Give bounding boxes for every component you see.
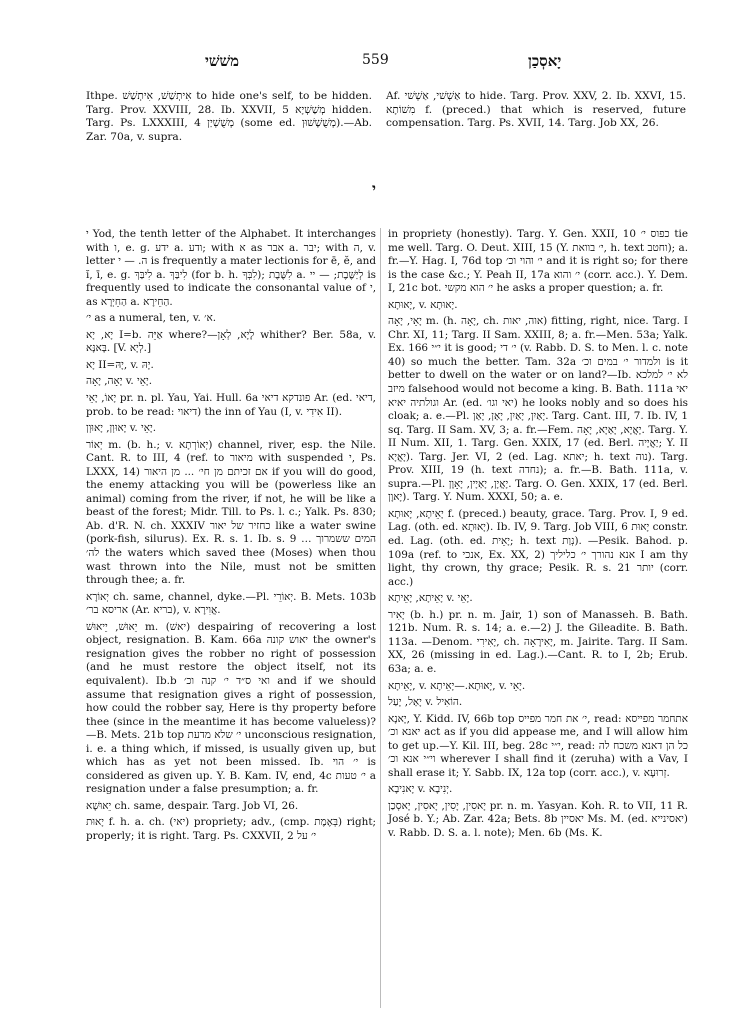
header-left-word: משׁשׁי	[205, 52, 240, 70]
entry: יָא, יָא I=b. אַיֵּה where?—לָיָא, לְאָן whither? Ber. 58a, v. בָּאנָּא. [V. לְיָא.]	[86, 328, 377, 355]
entry: יָאֵיתָא, v. יָאוּתָא.—יָאֵיתָא, v. יָאֵי.	[388, 679, 526, 692]
column-divider	[380, 228, 381, 1008]
running-header	[0, 52, 750, 72]
entry: יָאוּת f. h. a. ch. (יאי) propriety; adv., (cmp. בְּאֶמֶת) right; properly; it is right. Targ. Ps. CXXVII, 2 י׳ על	[86, 816, 377, 842]
top-left-continuation: Ithpe. אִיתְשַׁשׁ, אִיתְשַׁשׁ to hide one's self, to be hidden. Targ. Prov. XXVIII, 28. Ib. XXVII, 5 מְשַׁשְׁיָא hidden. Targ. Ps. LXXXIII, 4 מְשֻׁשְׁיַן (some ed. מְשֻׁשָׁשׁוּן).—Ab. Zar. 70a, v. supra.	[86, 90, 373, 143]
top-right-continuation: Af. אַשְׁשׁי, אַשְׁשׁי to hide. Targ. Prov. XXV, 2. Ib. XXVI, 15. מִשׁוֹתָא f. (preced.) that which is reserved, future compensation. Targ. Ps. XVII, 14. Targ. Job XX, 26.	[386, 90, 686, 130]
header-right-word: יָאסְכַן	[528, 52, 562, 70]
entry: יֵאוּשׁ, יֵיאוּשׁ m. (יאשׁ) despairing of recovering a lost object, resignation. B. Kam. 66a יאוש קונה the owner's resignation gives the robber no right of possession (and he must restore the object itself, not its equivalent). Ib.b ואי ס״ד י׳ קנה וכ׳ and if we should assume that resignation gives a right of possession, how could the robber say, Here is thy property before thee (since in the meantime it has become valueless)?—B. Mets. 21b top י׳ שלא מדעת unconscious resignation, i. e. a thing which, if missed, is usually given up, but which has as yet not been missed. Ib. י׳ הוי is considered as given up. Y. B. Kam. IV, end, 4c י׳ טעות a resignation under a false presumption; a. fr.	[86, 620, 376, 796]
entry: יָאוּוְן, יָאוּוְן v. יָאֵי.	[86, 422, 157, 435]
entry: יָא II=יָהּ, v. יָהּ.	[86, 358, 154, 371]
right-column	[388, 228, 688, 843]
entry: יָאוֹ, יָאֵי pr. n. pl. Yau, Yai. Hull. 6a פונדקא דיאי Ar. (ed. דיאי, prob. to be read: דיאוי) the inn of Yau (I, v. אִידִי II).	[86, 392, 376, 418]
entry: יָאֵי, יָאָה m. (h. יָאָה, ch. אוה, יאות) fitting, right, nice. Targ. I Chr. XI, 11; Targ. II Sam. XXIII, 8; a. fr.—Men. 53a; Yalk. Ex. 166 י״י it is good; י׳ די (v. Rabb. D. S. to Men. l. c. note 40) so much the better. Tam. 32a ולמדור י׳ במים וכ׳ is it better to dwell on the water or on land?—Ib. לא י׳ למלכא מיזב falsehood would not become a king. B. Bath. 111a יאי וגולתיה יאיא Ar. (ed. יאי וגו׳) he looks nobly and so does his cloak; a. e.—Pl. יָאַיִן, יָאַיִן, יָאַן, יָאַן. Targ. Cant. III, 7. Ib. IV, 1 sq. Targ. II Sam. XV, 3; a. fr.—Fem. יָאֲיָא, יָאַיָא, יָאָה. Targ. Y. II Num. XII, 1. Targ. Gen. XXIX, 17 (ed. Berl. יַאֲיָיה; Y. II יָאֲיָא). Targ. Jer. VI, 2 (ed. Lag. יאתא; h. text נוה). Targ. Prov. XIII, 19 (h. text נחדה); a. fr.—B. Bath. 111a, v. supra.—Pl. יָאֲיָן, יָאַיָין, יָאָוָן. Targ. O. Gen. XXIX, 17 (ed. Berl. יָאוָן). Targ. Y. Num. XXXI, 50; a. e.	[388, 315, 689, 504]
entry: יָאִיר (b. h.) pr. n. m. Jair, 1) son of Manasseh. B. Bath. 121b. Num. R. s. 14; a. e.—2) J. the Gileadite. B. Bath. 113a. —Denom. יָאִירִי, ch. יָאִירָאָה, m. Jairite. Targ. II Sam. XX, 26 (missing in ed. Lag.).—Cant. R. to I, 2b; Erub. 63a; a. e.	[388, 608, 688, 675]
entry: יָאוּתָא, v. יָאוּתָא.	[388, 298, 458, 311]
entry: יָאַל, יָעַל v. הוֹאִיל.	[388, 696, 463, 709]
left-column	[86, 228, 376, 846]
entry: in propriety (honestly). Targ. Y. Gen. XXII, 10 כפוס י׳ tie me well. Targ. O. Deut. XIII, 15 (Y. י׳ בוואת, h. text וחטב); a. fr.—Y. Hag. I, 76d top י׳ והוי וכ׳ and it is right so; for there is the case &c.; Y. Peah II, 17a י׳ והוא (corr. acc.). Y. Dem. I, 21c bot. י׳ הוא מקשי he asks a proper question; a. fr.	[388, 228, 688, 295]
entry: י׳ as a numeral, ten, v. א׳.	[86, 312, 217, 325]
entry: יְאוֹרָא ch. same, channel, dyke.—Pl. יְאוֹרֵי. B. Mets. 103b אריסא בר׳ (Ar. בריא), v. אֲוִירָא.	[86, 590, 376, 617]
entry: יָאנִיבָא v. יְנִיבָא.	[388, 783, 453, 796]
entry: יָאֵיתָא, יָאוּתָא f. (preced.) beauty, grace. Targ. Prov. I, 9 ed. Lag. (oth. ed. יָאוּתָא). Ib. IV, 9. Targ. Job VIII, 6 יָאוּת constr. ed. Lag. (oth. ed. יָאֵית; h. text נְוַת). —Pesik. Bahod. p. 109a (ref. to אנכי, Ex. XX, 2) אנא נהורך י׳ כליליך I am thy light, thy crown, thy grace; Pesik. R. s. 21 יותר (corr. acc.)	[388, 507, 689, 588]
section-letter: י	[372, 180, 376, 198]
entry: יָאסִין, יָסִין, יָאסִין, יָאסְכַן pr. n. m. Yasyan. Koh. R. to VII, 11 R. José b. Y.; Ab. Zar. 42a; Bets. 8b יאסיין Ms. M. (ed. יאסינייא) v. Rabb. D. S. a. l. note); Men. 6b (Ms. K.	[388, 799, 688, 839]
page-number: 559	[362, 52, 389, 68]
entry: יָאנָא, Y. Kidd. IV, 66b top י׳ את חמר מפייס, read: אתחמר מפייסא יאנא וכ׳ act as if you did appease me, and I will allow him to get up.—Y. Kil. III, beg. 28c י״י, read: כל הן דאנא משכח לה וי״י אנא וכ׳ wherever I shall find it (zeruha) with a Vav, I shall erase it; Y. Sabb. IX, 12a top (corr. acc.), v. זְרוּעָא.	[388, 712, 688, 779]
entry: י Yod, the tenth letter of the Alphabet. It interchanges with ו, e. g. ידע a. ודע; with א as אבר a. יבר; with ה, v. letter ה. — י is frequently a mater lectionis for ē, ĕ, and ĭ, ī, e. g. לִיבַּךְ a. לִיבַּךְ (for b. h. לִבְּךָ); לִשֶּׁבֶת a. לְיַשֶּׁבֶת; — יי is frequently used to indicate the consonantal value of י, as הַחֵיְרָא a. הַחֵירָא.	[86, 228, 377, 308]
entry: יְאוֹר m. (b. h.; v. יְאוֹרְתָא) channel, river, esp. the Nile. Cant. R. to III, 4 (ref. to מיאור with suspended י, Ps. LXXX, 14) אם זכיתם מן חי׳ ... מן היאור if you will do good, the enemy attacking you will be (powerless like an animal) coming from the river, if not, he will be like a beast of the forest; Midr. Till. to Ps. l. c.; Yalk. Ps. 830; Ab. d'R. N. ch. XXXIV כחזיר של יאור like a water swine (pork-fish, silurus). Ex. R. s. 1. Ib. s. 9 המים ששמרוך … לה׳ the waters which saved thee (Moses) when thou wast thrown into the Nile, must not be smitten through thee; a. fr.	[86, 438, 377, 587]
entry: יָאֵיתָא, יָאֵיתָא v. יָאֵי.	[388, 592, 473, 605]
entry: יָאָה, יָאָה v. יָאֵי.	[86, 375, 153, 388]
entry: יֵאוּשָׁא ch. same, despair. Targ. Job VI, 26.	[86, 799, 299, 812]
